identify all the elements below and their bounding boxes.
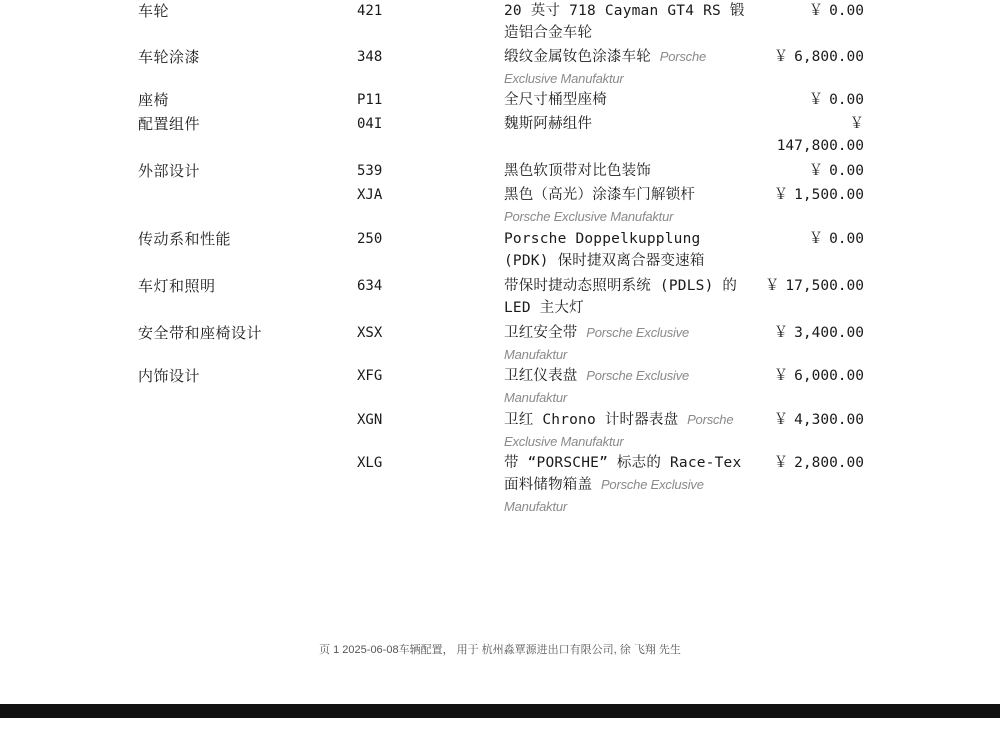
row-vendor: Porsche Exclusive Manufaktur (504, 49, 707, 86)
row-description (504, 184, 754, 228)
row-code: XJA (357, 187, 383, 203)
row-category: 座椅 (138, 91, 170, 109)
currency-symbol: ￥ (808, 92, 824, 108)
row-code: 04I (357, 116, 383, 132)
row-vendor: Porsche Exclusive Manufaktur (504, 368, 690, 405)
bottom-margin (0, 718, 1000, 750)
row-description (504, 322, 754, 366)
row-price (744, 452, 864, 474)
row-price-value: 147,800.00 (776, 138, 864, 154)
row-code: 634 (357, 278, 383, 294)
row-vendor: Porsche Exclusive Manufaktur (504, 325, 690, 362)
row-vendor: Porsche Exclusive Manufaktur (504, 477, 704, 514)
row-description-text: 魏斯阿赫组件 (504, 116, 593, 132)
currency-symbol: ￥ (764, 278, 780, 294)
row-price-value: 17,500.00 (785, 278, 864, 294)
row-price (724, 275, 864, 297)
row-description-text: 带 “PORSCHE” 标志的 Race-Tex 面料储物箱盖 (504, 455, 742, 493)
row-description-text: 缎纹金属钕色涂漆车轮 (504, 49, 651, 65)
row-category: 车灯和照明 (138, 277, 216, 295)
row-code: 421 (357, 3, 383, 19)
row-price-value: 4,300.00 (794, 412, 864, 428)
row-description (504, 228, 754, 272)
row-description-text: 全尺寸桶型座椅 (504, 92, 607, 108)
row-vendor: Porsche Exclusive Manufaktur (504, 209, 674, 224)
row-category: 传动系和性能 (138, 230, 232, 248)
row-code: P11 (357, 92, 383, 108)
page-footer: 页 1 2025-06-08车辆配置， 用于 杭州淼覃源进出口有限公司, 徐 飞翔 先生 (319, 644, 681, 656)
row-price (744, 160, 864, 182)
row-category: 外部设计 (138, 162, 201, 180)
row-description (504, 113, 754, 135)
currency-symbol: ￥ (773, 368, 789, 384)
row-description (504, 89, 754, 111)
row-description-text: 卫红 Chrono 计时器表盘 (504, 412, 679, 428)
row-description (504, 0, 754, 44)
row-description-text: 20 英寸 718 Cayman GT4 RS 锻造铝合金车轮 (504, 3, 745, 41)
row-vendor: Porsche Exclusive Manufaktur (504, 412, 734, 449)
row-code: 539 (357, 163, 383, 179)
row-price (744, 228, 864, 250)
row-code: XFG (357, 368, 383, 384)
row-price-value: 1,500.00 (794, 187, 864, 203)
row-description-text: 黑色软顶带对比色装饰 (504, 163, 651, 179)
row-description (504, 409, 754, 453)
row-category: 内饰设计 (138, 367, 201, 385)
row-description (504, 160, 754, 182)
row-code: 250 (357, 231, 383, 247)
row-price-value: 0.00 (829, 92, 864, 108)
row-price (744, 322, 864, 344)
currency-symbol: ￥ (808, 231, 824, 247)
row-category: 车轮涂漆 (138, 48, 201, 66)
row-price-value: 0.00 (829, 3, 864, 19)
currency-symbol: ￥ (773, 412, 789, 428)
row-price (744, 0, 864, 22)
row-price (744, 46, 864, 68)
row-description (504, 275, 754, 319)
row-price-value: 6,000.00 (794, 368, 864, 384)
row-code: XSX (357, 325, 383, 341)
currency-symbol: ￥ (773, 455, 789, 471)
row-description (504, 365, 754, 409)
row-code: XLG (357, 455, 383, 471)
row-price-value: 0.00 (829, 163, 864, 179)
row-code: XGN (357, 412, 383, 428)
bottom-divider-bar (0, 704, 1000, 718)
row-price (744, 184, 864, 206)
row-category: 车轮 (138, 2, 170, 20)
row-price (744, 409, 864, 431)
currency-symbol: ￥ (849, 116, 864, 132)
currency-symbol: ￥ (773, 325, 789, 341)
row-price-value: 0.00 (829, 231, 864, 247)
currency-symbol: ￥ (808, 163, 824, 179)
row-price (744, 89, 864, 111)
row-description (504, 46, 754, 90)
row-price (744, 365, 864, 387)
row-category: 安全带和座椅设计 (138, 324, 263, 342)
row-code: 348 (357, 49, 383, 65)
row-price (774, 113, 864, 157)
row-description-text: 卫红安全带 (504, 325, 578, 341)
currency-symbol: ￥ (808, 3, 824, 19)
row-price-value: 3,400.00 (794, 325, 864, 341)
row-price-value: 6,800.00 (794, 49, 864, 65)
row-category: 配置组件 (138, 115, 201, 133)
row-price-value: 2,800.00 (794, 455, 864, 471)
row-description-text: 带保时捷动态照明系统 (PDLS) 的 LED 主大灯 (504, 278, 738, 316)
row-description-text: Porsche Doppelkupplung (PDK) 保时捷双离合器变速箱 (504, 231, 705, 269)
row-description (504, 452, 754, 518)
row-description-text: 卫红仪表盘 (504, 368, 578, 384)
currency-symbol: ￥ (773, 49, 789, 65)
currency-symbol: ￥ (773, 187, 789, 203)
row-description-text: 黑色（高光）涂漆车门解锁杆 (504, 187, 696, 203)
